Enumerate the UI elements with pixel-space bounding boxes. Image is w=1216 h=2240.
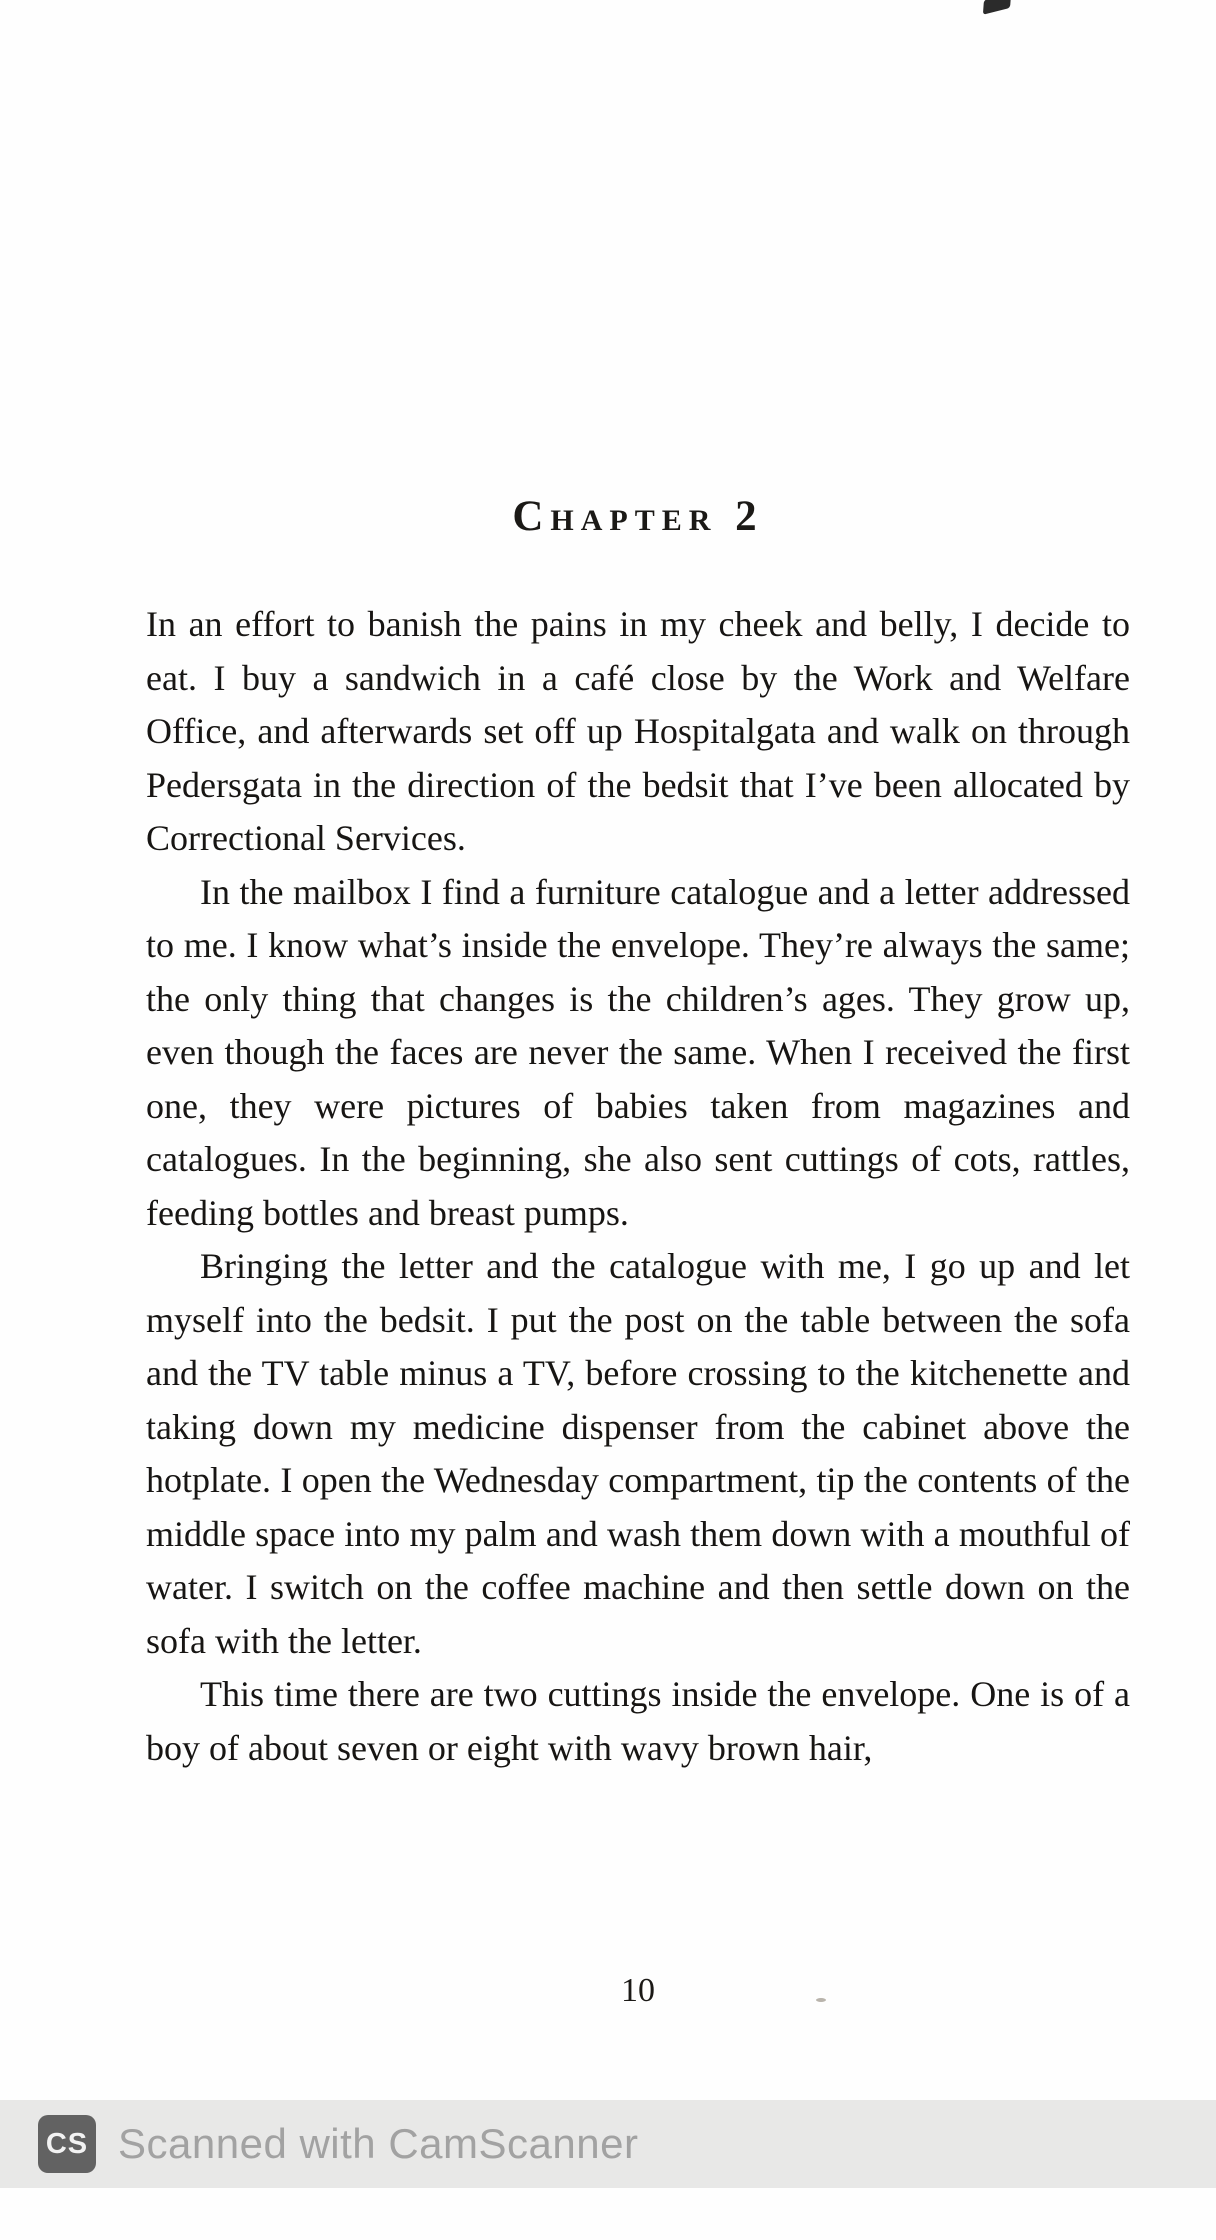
body-paragraph: This time there are two cuttings inside the envelope. One is of a boy of about seven or eight with wavy brown hair, xyxy=(146,1674,1130,1768)
body-copy xyxy=(146,598,1130,1775)
body-paragraph: Bringing the letter and the catalogue with me, I go up and let myself into the bedsit. I put the post on the table between the sofa and the TV table minus a TV, before crossing to the kitchenette and taking down my medicine dispenser from the cabinet above the hotplate. I open the Wednesday compartment, tip the contents of the middle space into my palm and wash them down with a mouthful of water. I switch on the coffee machine and then settle down on the sofa with the letter. xyxy=(146,1246,1130,1661)
chapter-heading: Chapter 2 xyxy=(512,493,764,540)
camscanner-logo-icon: CS xyxy=(38,2115,96,2173)
page-number: 10 xyxy=(621,1972,655,2009)
camscanner-watermark-bar xyxy=(0,2100,1216,2188)
camscanner-watermark-label: Scanned with CamScanner xyxy=(118,2120,639,2167)
page-text-block xyxy=(146,492,1130,1775)
scan-speck xyxy=(816,1998,826,2002)
body-paragraph: In an effort to banish the pains in my cheek and belly, I decide to eat. I buy a sandwich in a café close by the Work and Welfare Office, and afterwards set off up Hospitalgata and walk on through Pedersgata in the direction of the bedsit that I’ve been allocated by Correctional Services. xyxy=(146,604,1130,858)
scan-corner-artifact xyxy=(983,0,1011,15)
body-paragraph: In the mailbox I find a furniture catalogue and a letter addressed to me. I know what’s inside the envelope. They’re always the same; the only thing that changes is the children’s ages. They grow up, even though the faces are never the same. When I received the first one, they were pictures of babies taken from magazines and catalogues. In the beginning, she also sent cuttings of cots, rattles, feeding bottles and breast pumps. xyxy=(146,871,1130,1233)
